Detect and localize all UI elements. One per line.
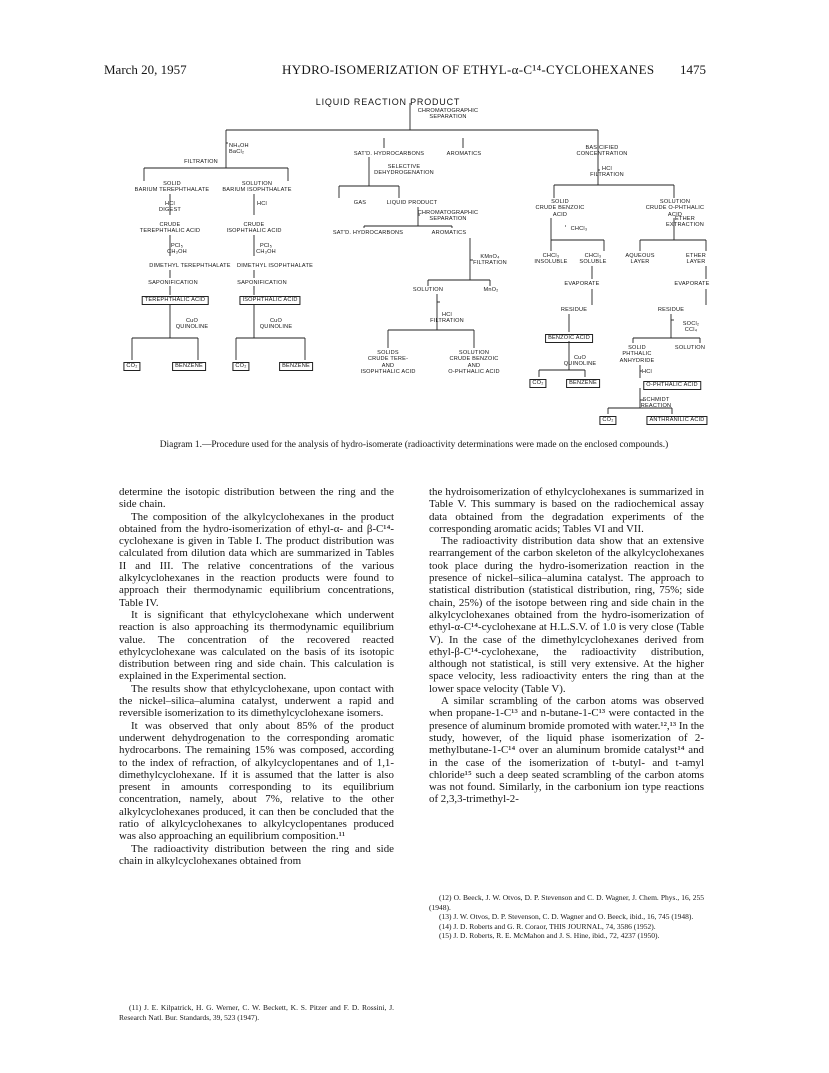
left-column-paragraph: It is significant that ethylcyclohexane which underwent reaction is also approaching its thermodynamic equilibrium value. The concentration of the recovered reacted ethylcyclohexane was calculated on the basis of its isotopic distribution between ring and side chain. This calculation is explained in the Experimental section. — [119, 608, 394, 683]
footnotes-right-paragraph: (14) J. D. Roberts and G. R. Coraor, THIS JOURNAL, 74, 3586 (1952). — [439, 921, 656, 931]
diagram-label: CHROMATOGRAPHIC SEPARATION — [417, 108, 479, 121]
left-column-paragraph: The composition of the alkylcyclohexanes in the product obtained from the hydro-isomerization of ethyl-α- and β-C¹⁴-cyclohexane is given in Table I. The product distribution was calculated from dilution data which are summarized in Tables II and III. The relative concentrations of the various alkylcyclohexanes in the reaction products were found to approach their thermodynamic equilibrium concentrations, Table IV. — [119, 510, 394, 609]
diagram-label: CuO QUINOLINE — [175, 318, 209, 331]
diagram-label: TEREPHTHALIC ACID — [142, 296, 209, 305]
diagram-label: SELECTIVE DEHYDROGENATION — [374, 164, 434, 177]
footnotes-right-paragraph: (15) J. D. Roberts, R. E. McMahon and J. S. Hine, ibid., 72, 4237 (1950). — [439, 931, 660, 941]
diagram-label: ISOPHTHALIC ACID — [239, 296, 300, 305]
diagram-label: AQUEOUS LAYER — [625, 253, 655, 266]
diagram-label: SAPONIFICATION — [237, 280, 287, 286]
diagram-label: HCl FILTRATION — [590, 166, 624, 179]
diagram-label: FILTRATION — [184, 159, 218, 165]
left-column-paragraph: The radioactivity distribution between the ring and side chain in alkylcyclohexanes obtained from — [119, 842, 394, 867]
diagram-label: NH₄OH BaCl₂ — [229, 143, 249, 156]
right-column-paragraph: A similar scrambling of the carbon atoms was observed when propane-1-C¹³ and n-butane-1-C¹³ were contacted in the presence of aluminum bromide promoted with water.¹²,¹³ In the study, however, of the liquid phase isomerization of 2-methylbutane-1-C¹⁴ over an aluminum bromide catalyst¹⁴ and in the case of the isomerization of t-butyl- and t-amyl chloride¹⁵ such a deep seated scrambling of the carbon atoms was not found. Similarly, in the carbonium ion type reactions of 2,3,3-trimethyl-2- — [429, 695, 704, 806]
diagram-label: AROMATICS — [446, 151, 482, 157]
flow-diagram — [0, 0, 829, 470]
diagram-label: SOLUTION CRUDE BENZOIC AND O-PHTHALIC ACID — [448, 350, 500, 375]
flow-diagram-lines — [0, 0, 829, 470]
footnotes-left-paragraph: (11) J. E. Kilpatrick, H. G. Werner, C. W. Beckett, K. S. Pitzer and F. D. Rossini, J. Research Natl. Bur. Standards, 39, 523 (1947). — [119, 1003, 394, 1022]
diagram-label: CO₂ — [232, 362, 249, 371]
footnotes-right — [429, 893, 704, 941]
diagram-label: SAPONIFICATION — [148, 280, 198, 286]
diagram-label: DIMETHYL TEREPHTHALATE — [149, 263, 231, 269]
diagram-label: CRUDE ISOPHTHALIC ACID — [226, 222, 282, 235]
body-column-right — [429, 486, 704, 806]
diagram-label: LIQUID REACTION PRODUCT — [315, 97, 461, 107]
left-column-paragraph: The results show that ethylcyclohexane, upon contact with the nickel–silica–alumina catalyst, underwent a rapid and reversible isomerization to its dimethylcyclohexane isomers. — [119, 682, 394, 720]
page-number: 1475 — [680, 62, 706, 77]
diagram-label: SOLID CRUDE BENZOIC ACID — [535, 199, 585, 218]
diagram-label: GAS — [353, 200, 367, 206]
diagram-label: KMnO₄ FILTRATION — [473, 254, 507, 267]
diagram-label: SOCl₂ CCl₄ — [682, 321, 700, 334]
diagram-label: MnO₂ — [483, 287, 499, 293]
footnotes-left — [119, 1003, 394, 1022]
diagram-label: BENZENE — [566, 379, 600, 388]
diagram-caption: Diagram 1.—Procedure used for the analysis of hydro-isomerate (radioactivity determinations were made on the enclosed compounds.) — [159, 440, 669, 450]
diagram-label: BENZENE — [172, 362, 206, 371]
diagram-label: CO₂ — [529, 379, 546, 388]
diagram-label: EVAPORATE — [674, 281, 710, 287]
diagram-label: SOLID BARIUM TEREPHTHALATE — [134, 181, 210, 194]
diagram-label: CHCl₃ SOLUBLE — [579, 253, 607, 266]
diagram-label: SOLIDS CRUDE TERE- AND ISOPHTHALIC ACID — [360, 350, 416, 375]
diagram-label: AROMATICS — [431, 230, 467, 236]
diagram-label: SOLID PHTHALIC ANHYDRIDE — [619, 345, 655, 364]
diagram-label: DIMETHYL ISOPHTHALATE — [237, 263, 313, 269]
diagram-label: O-PHTHALIC ACID — [643, 381, 701, 390]
diagram-label: BENZENE — [279, 362, 313, 371]
diagram-label: CO₂ — [123, 362, 140, 371]
footnotes-right-paragraph: (13) J. W. Otvos, D. P. Stevenson, C. D. Wagner and O. Beeck, ibid., 16, 745 (1948). — [439, 912, 694, 922]
diagram-label: RESIDUE — [657, 307, 685, 313]
diagram-label: HCl — [257, 201, 267, 207]
right-column-paragraph: the hydroisomerization of ethylcyclohexanes is summarized in Table V. This summary is based on the radiochemical assay data obtained from the degradation experiments of the corresponding aromatic acids; Tables VI and VII. — [429, 486, 704, 535]
diagram-label: SOLUTION CRUDE O-PHTHALIC ACID — [645, 199, 705, 218]
diagram-label: BASICIFIED CONCENTRATION — [576, 145, 628, 158]
diagram-label: RESIDUE — [560, 307, 588, 313]
diagram-label: PCl₅ CH₃OH — [167, 243, 187, 256]
left-column-paragraph: It was observed that only about 85% of the product underwent dehydrogenation to the corresponding aromatic hydrocarbons. The remaining 15% was composed, according to the index of refraction, of alkylcyclopentanes and of 1,1-dimethylcyclohexane. If it is assumed that the latter is also present in amounts corresponding to its equilibrium concentration, namely, about 7%, relative to the other alkylcyclohexanes produced, it can then be concluded that the ratio of alkylcyclohexanes to alkylcyclopentanes produced was also approaching an equilibrium composition.¹¹ — [119, 719, 394, 843]
diagram-label: SOLUTION — [412, 287, 444, 293]
diagram-label: CuO QUINOLINE — [563, 355, 597, 368]
diagram-label: SOLUTION BARIUM ISOPHTHALATE — [222, 181, 292, 194]
diagram-label: CHROMATOGRAPHIC SEPARATION — [417, 210, 479, 223]
body-column-left — [119, 486, 394, 867]
right-column-paragraph: The radioactivity distribution data show that an extensive rearrangement of the carbon skeleton of the alkylcyclohexanes took place during the hydro-isomerization reaction in the presence of nickel–silica–alumina catalyst. The approach to statistical distribution (statistical distribution, ring, 75%; side chain, 25%) of the isotope between ring and side chain in the alkylcyclohexanes obtained from the hydro-isomerization of ethyl-α-C¹⁴-cyclohexane at H.L.S.V. of 1.0 is very close (Table V). In the case of the dimethylcyclohexanes derived from ethyl-β-C¹⁴-cyclohexane, the radioactivity distribution, although not statistical, is still very extensive. At the higher space velocity, less radioactivity enters the ring than at the lower space velocity (Table V). — [429, 535, 704, 695]
diagram-label: CO₂ — [599, 416, 616, 425]
running-header-title: HYDRO-ISOMERIZATION OF ETHYL-α-C¹⁴-CYCLOHEXANES — [282, 62, 655, 77]
diagram-label: HCl — [642, 369, 652, 375]
diagram-label: HCl FILTRATION — [430, 312, 464, 325]
diagram-label: SAT'D. HYDROCARBONS — [332, 230, 404, 236]
diagram-label: CHCl₃ — [570, 226, 588, 232]
diagram-label: BENZOIC ACID — [545, 334, 593, 343]
left-column-paragraph: determine the isotopic distribution between the ring and the side chain. — [119, 486, 394, 511]
diagram-label: SOLUTION — [674, 345, 706, 351]
diagram-label: PCl₅ CH₃OH — [256, 243, 276, 256]
running-header-date: March 20, 1957 — [104, 62, 187, 77]
diagram-label: ETHER LAYER — [686, 253, 706, 266]
footnotes-right-paragraph: (12) O. Beeck, J. W. Otvos, D. P. Stevenson and C. D. Wagner, J. Chem. Phys., 16, 255 (1948). — [429, 893, 704, 912]
diagram-label: HCl DIGEST — [158, 201, 182, 214]
diagram-label: CRUDE TEREPHTHALIC ACID — [139, 222, 201, 235]
diagram-label: CuO QUINOLINE — [259, 318, 293, 331]
diagram-label: LIQUID PRODUCT — [386, 200, 438, 206]
diagram-label: EVAPORATE — [564, 281, 600, 287]
diagram-label: ETHER EXTRACTION — [665, 216, 705, 229]
diagram-label: ANTHRANILIC ACID — [646, 416, 707, 425]
diagram-label: CHCl₃ INSOLUBLE — [534, 253, 568, 266]
diagram-label: SCHMIDT REACTION — [640, 397, 672, 410]
diagram-label: SAT'D. HYDROCARBONS — [353, 151, 425, 157]
